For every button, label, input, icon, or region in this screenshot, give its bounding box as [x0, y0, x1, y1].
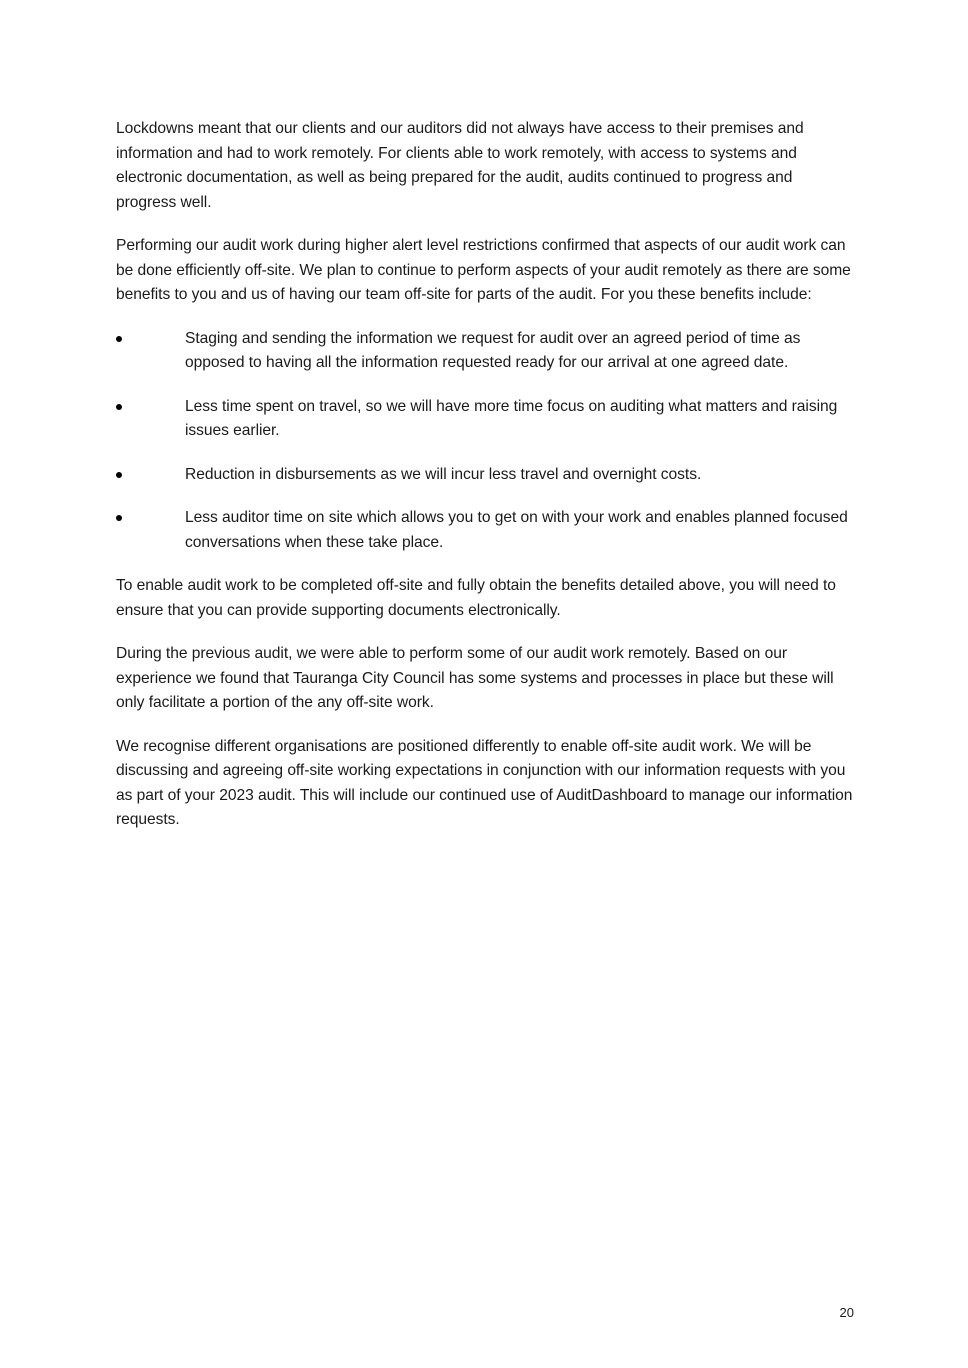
bullet-icon: [116, 336, 122, 342]
list-item: [116, 463, 856, 488]
paragraph-lockdowns: Lockdowns meant that our clients and our auditors did not always have access to their premises and information and had to work remotely. For clients able to work remotely, with access to systems and electronic documentation, as well as being prepared for the audit, audits continued to progress and progress well.: [116, 120, 804, 211]
page-body: [116, 117, 856, 852]
list-item: [116, 395, 856, 444]
list-item: [116, 506, 856, 555]
paragraph-enable-off-site: To enable audit work to be completed off-site and fully obtain the benefits detailed above, you will need to ensure that you can provide supporting documents electronically.: [116, 577, 836, 619]
page-number: 20: [839, 1305, 854, 1320]
bullet-icon: [116, 515, 122, 521]
paragraph-remote-audit-work: Performing our audit work during higher alert level restrictions confirmed that aspects of our audit work can be done efficiently off-site. We plan to continue to perform aspects of your audit remotely as there are some benefits to you and us of having our team off-site for parts of the audit. For you these benefits include:: [116, 237, 851, 303]
list-item-text: Less time spent on travel, so we will have more time focus on auditing what matters and raising issues earlier.: [185, 397, 838, 439]
bullet-icon: [116, 404, 122, 410]
paragraph-previous-audit: During the previous audit, we were able to perform some of our audit work remotely. Based on our experience we found that Tauranga City Council has some systems and processes in place but these will only facilitate a portion of the any off-site work.: [116, 645, 834, 711]
list-item-text: Reduction in disbursements as we will incur less travel and overnight costs.: [185, 465, 702, 483]
bullet-icon: [116, 472, 122, 478]
list-item-text: Less auditor time on site which allows you to get on with your work and enables planned focused conversations when these take place.: [185, 509, 848, 551]
list-item-text: Staging and sending the information we request for audit over an agreed period of time as opposed to having all the information requested ready for our arrival at one agreed date.: [185, 329, 801, 371]
paragraph-organisations: We recognise different organisations are positioned differently to enable off-site audit work. We will be discussing and agreeing off-site working expectations in conjunction with our information requests with you as part of your 2023 audit. This will include our continued use of AuditDashboard to manage our information requests.: [116, 737, 853, 828]
list-item: [116, 327, 856, 376]
benefits-list: [116, 327, 856, 556]
